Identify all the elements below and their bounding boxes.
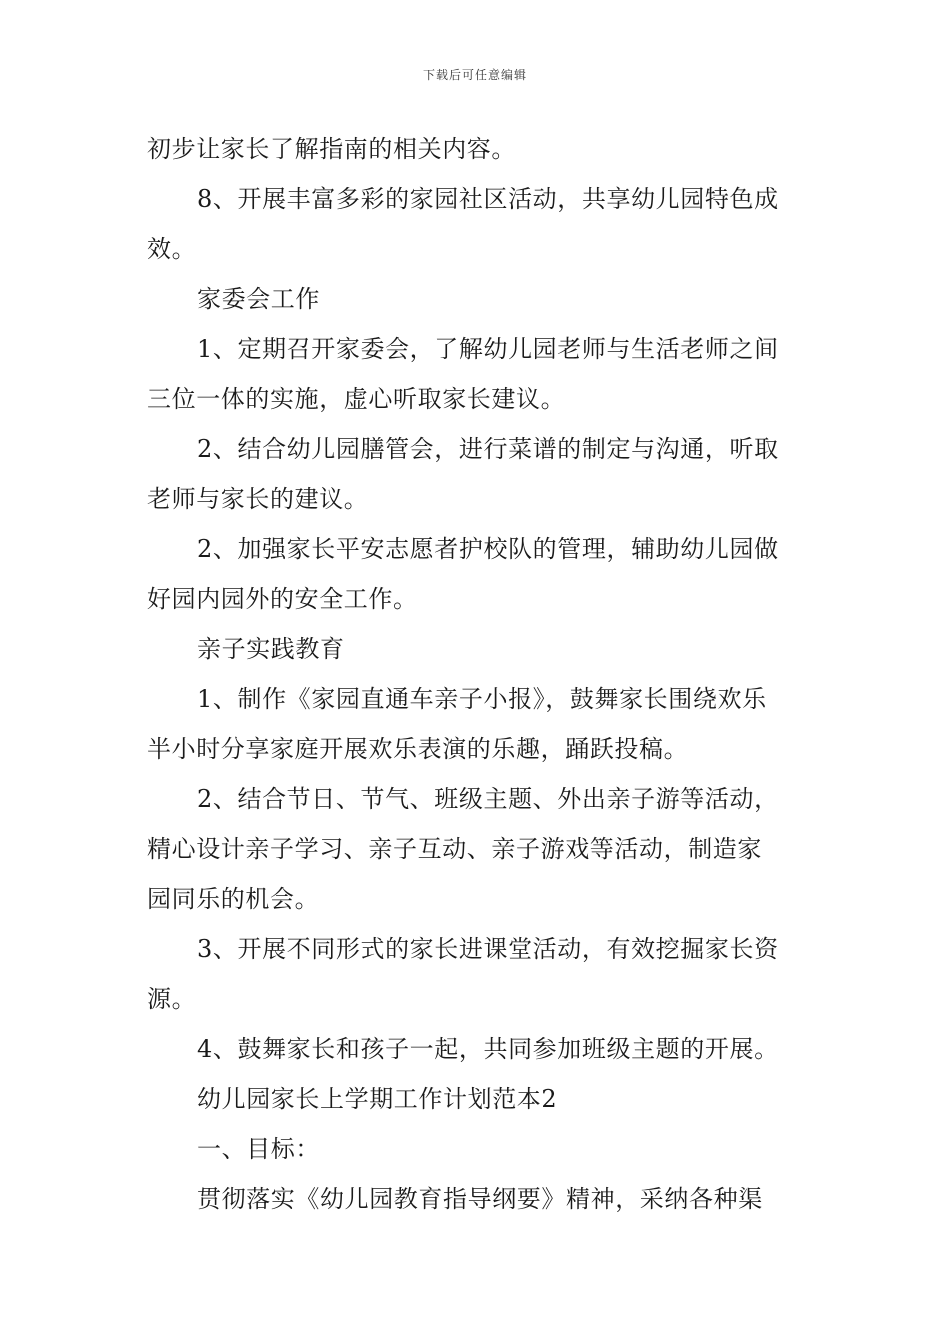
text-line: 好园内园外的安全工作。 bbox=[147, 585, 418, 613]
text-line: 2、加强家长平安志愿者护校队的管理，辅助幼儿园做 bbox=[197, 535, 779, 563]
text-line: 半小时分享家庭开展欢乐表演的乐趣，踊跃投稿。 bbox=[147, 735, 689, 763]
text-line: 老师与家长的建议。 bbox=[147, 485, 369, 513]
document-title: 幼儿园家长上学期工作计划范本2 bbox=[197, 1085, 558, 1113]
text-line: 园同乐的机会。 bbox=[147, 885, 320, 913]
text-line: 8、开展丰富多彩的家园社区活动，共享幼儿园特色成 bbox=[197, 185, 779, 213]
text-line: 4、鼓舞家长和孩子一起，共同参加班级主题的开展。 bbox=[197, 1035, 779, 1063]
text-line: 初步让家长了解指南的相关内容。 bbox=[147, 135, 516, 163]
text-line: 1、定期召开家委会，了解幼儿园老师与生活老师之间 bbox=[197, 335, 779, 363]
text-line: 2、结合幼儿园膳管会，进行菜谱的制定与沟通，听取 bbox=[197, 435, 779, 463]
section-heading: 亲子实践教育 bbox=[197, 635, 345, 663]
section-heading: 一、目标： bbox=[197, 1135, 320, 1163]
document-body bbox=[147, 124, 807, 1224]
text-line: 精心设计亲子学习、亲子互动、亲子游戏等活动，制造家 bbox=[147, 835, 762, 863]
text-line: 贯彻落实《幼儿园教育指导纲要》精神，采纳各种渠 bbox=[197, 1185, 763, 1213]
text-line: 源。 bbox=[147, 985, 197, 1013]
text-line: 三位一体的实施，虚心听取家长建议。 bbox=[147, 385, 566, 413]
text-line: 2、结合节日、节气、班级主题、外出亲子游等活动， bbox=[197, 785, 779, 813]
text-line: 3、开展不同形式的家长进课堂活动，有效挖掘家长资 bbox=[197, 935, 779, 963]
section-heading: 家委会工作 bbox=[197, 285, 320, 313]
text-line: 1、制作《家园直通车亲子小报》，鼓舞家长围绕欢乐 bbox=[197, 685, 767, 713]
text-line: 效。 bbox=[147, 235, 197, 263]
page-header-note: 下载后可任意编辑 bbox=[422, 68, 527, 82]
